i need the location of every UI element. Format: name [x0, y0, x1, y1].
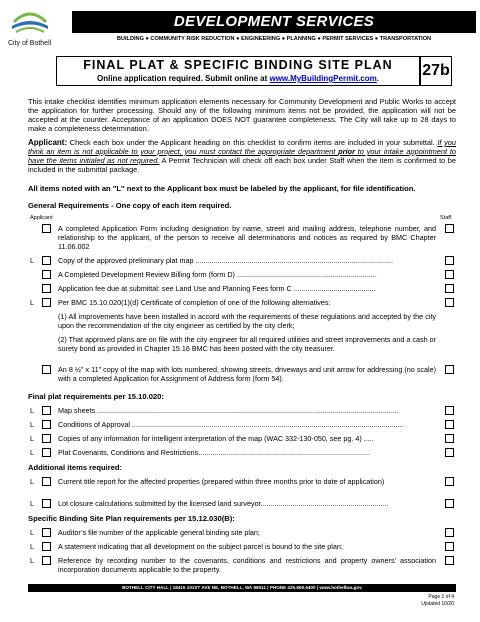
applicant-column-header: Applicant — [30, 215, 53, 221]
applicant-checkbox[interactable] — [42, 270, 51, 279]
form-title: FINAL PLAT & SPECIFIC BINDING SITE PLAN — [83, 58, 393, 72]
form-title-box — [56, 56, 420, 86]
departments-list: BUILDING ● COMMUNITY RISK REDUCTION ● ENGINEERING ● PLANNING ● PERMIT SERVICES ● TRANSPORTATION — [116, 36, 432, 42]
subtitle-suffix: . — [376, 74, 379, 83]
label-required-mark: L — [30, 434, 34, 443]
item-text: A completed Application Form including designation by name, street and mailing address, telephone number, and relationship to the applicant, of the person to receive all determinations and notices as required by BMC Chapter 11.06.002 — [58, 224, 436, 251]
checklist-item — [0, 556, 480, 576]
item-text: Conditions of Approval ........................................................................................................................................ — [58, 420, 404, 429]
label-required-mark: L — [30, 420, 34, 429]
applicant-checkbox[interactable] — [42, 224, 51, 233]
staff-checkbox[interactable] — [445, 542, 454, 551]
label-required-mark: L — [30, 298, 34, 307]
mybuildingpermit-link[interactable]: www.MyBuildingPermit.com — [269, 74, 377, 83]
applicant-checkbox[interactable] — [42, 298, 51, 307]
alternative-2 — [0, 335, 480, 363]
staff-checkbox[interactable] — [445, 434, 454, 443]
updated-date: Updated 10/20 — [421, 601, 454, 607]
checklist-item — [0, 224, 480, 252]
item-text: A Completed Development Review Billing form (form D) ...................................................................... — [58, 270, 377, 279]
applicant-label: Applicant: — [28, 138, 68, 147]
label-required-mark: L — [30, 556, 34, 565]
item-text: Map sheets ....................................................................................................................................................... — [58, 406, 399, 415]
checklist-item — [0, 365, 480, 385]
logo-text: City of Bothell — [8, 40, 52, 47]
applicant-checkbox[interactable] — [42, 528, 51, 537]
applicant-italic-2: to your intake appointment to have the items initialed as not required. — [28, 147, 456, 165]
form-subtitle — [57, 73, 419, 84]
alternative-1 — [0, 312, 480, 332]
checklist-item — [0, 406, 480, 416]
item-text: Current title report for the affected properties (prepared within three months prior to date of application) — [58, 477, 385, 486]
additional-items-heading: Additional items required: — [28, 463, 123, 472]
label-required-mark: L — [30, 528, 34, 537]
general-requirements-heading: General Requirements - One copy of each item required. — [28, 201, 232, 210]
applicant-checkbox[interactable] — [42, 434, 51, 443]
applicant-text-2: A Permit Technician will check off each box under Staff when the item is confirmed to be included in the submittal package. — [28, 156, 456, 174]
page-footer: BOTHELL CITY HALL | 18415 101ST AVE NE, BOTHELL, WA 98011 | PHONE 425.806.6400 | www.bothellwa.gov — [28, 584, 456, 592]
applicant-checkbox[interactable] — [42, 477, 51, 486]
staff-checkbox[interactable] — [445, 406, 454, 415]
applicant-checkbox[interactable] — [42, 256, 51, 265]
staff-checkbox[interactable] — [445, 499, 454, 508]
item-text: A statement indicating that all development on the subject parcel is bound to the site plan; — [58, 542, 343, 551]
applicant-italic-1: If you think an item is not applicable to your project, you must contact the appropriate department — [28, 138, 457, 156]
applicant-instructions — [28, 138, 456, 174]
checklist-item — [0, 542, 480, 552]
applicant-checkbox[interactable] — [42, 284, 51, 293]
alternative-text: (1) All improvements have been installed in accord with the requirements of these regulations and accepted by the city upon the recommendation of the city engineer as certified by the city clerk; — [58, 312, 436, 330]
applicant-checkbox[interactable] — [42, 365, 51, 374]
label-required-mark: L — [30, 256, 34, 265]
org-title: DEVELOPMENT SERVICES — [72, 11, 476, 33]
item-text: An 8 ½" x 11" copy of the map with lots numbered, showing streets, driveways and unit arrow for addressing (no scale) with a completed Application for Assignment of Address form (form 54). — [58, 365, 436, 383]
item-text: Auditor’s file number of the applicable general binding site plan; — [58, 528, 260, 537]
staff-checkbox[interactable] — [445, 477, 454, 486]
bridge-logo-icon — [12, 10, 48, 36]
checklist-item — [0, 528, 480, 538]
checklist-item — [0, 420, 480, 430]
item-text: Application fee due at submittal: see Land Use and Planning Fees form C ......................................... — [58, 284, 376, 293]
city-logo — [8, 10, 54, 54]
item-text: Copy of the approved preliminary plat map ................................................................................................... — [58, 256, 394, 265]
item-text: Plat Covenants, Conditions and Restrictions...................................................................................... — [58, 448, 370, 457]
applicant-italic-prior: prior — [338, 147, 355, 156]
staff-checkbox[interactable] — [445, 270, 454, 279]
l-label-note: All items noted with an "L" next to the Applicant box must be labeled by the applicant, for file identification. — [28, 184, 416, 193]
intro-paragraph: This intake checklist identifies minimum application elements necessary for Community Development and Public Works to accept the application for further processing. Should any of the following minimum items not be provided, the application will not be accepted at the counter. Acceptance of an application DOES NOT guarantee completeness. The City will take up to 28 days to make a completeness determination. — [28, 97, 456, 133]
applicant-checkbox[interactable] — [42, 420, 51, 429]
staff-checkbox[interactable] — [445, 528, 454, 537]
applicant-checkbox[interactable] — [42, 499, 51, 508]
label-required-mark: L — [30, 448, 34, 457]
checklist-item — [0, 448, 480, 458]
checklist-item — [0, 284, 480, 294]
label-required-mark: L — [30, 477, 34, 486]
staff-checkbox[interactable] — [445, 420, 454, 429]
item-text: Reference by recording number to the covenants, conditions and restrictions and property owners’ association incorporation documents applicable to the property. — [58, 556, 436, 574]
label-required-mark: L — [30, 542, 34, 551]
checklist-item — [0, 270, 480, 280]
item-text: Copies of any information for intelligent interpretation of the map (WAC 332-130-050, see pg. 4) ..... — [58, 434, 374, 443]
final-plat-heading: Final plat requirements per 15.10.020: — [28, 392, 164, 401]
checklist-item — [0, 298, 480, 308]
staff-checkbox[interactable] — [445, 224, 454, 233]
subtitle-text: Online application required. Submit online at — [97, 74, 270, 83]
applicant-checkbox[interactable] — [42, 556, 51, 565]
checklist-item — [0, 256, 480, 266]
applicant-checkbox[interactable] — [42, 406, 51, 415]
binding-site-plan-heading: Specific Binding Site Plan requirements per 15.12.030(B): — [28, 514, 235, 523]
staff-checkbox[interactable] — [445, 448, 454, 457]
applicant-checkbox[interactable] — [42, 448, 51, 457]
label-required-mark: L — [30, 499, 34, 508]
staff-checkbox[interactable] — [445, 298, 454, 307]
staff-checkbox[interactable] — [445, 365, 454, 374]
applicant-text-1: Check each box under the Applicant heading on this checklist to confirm items are included in your submittal. — [67, 138, 438, 147]
label-required-mark: L — [30, 406, 34, 415]
staff-checkbox[interactable] — [445, 256, 454, 265]
form-number: 27b — [420, 56, 452, 86]
checklist-item — [0, 477, 480, 497]
applicant-checkbox[interactable] — [42, 542, 51, 551]
checklist-item — [0, 499, 480, 509]
checklist-item — [0, 434, 480, 444]
item-text: Per BMC 15.10.020(1)(d) Certificate of completion of one of the following alternatives: — [58, 298, 331, 307]
staff-column-header: Staff — [440, 215, 452, 221]
staff-checkbox[interactable] — [445, 556, 454, 565]
page-header — [0, 0, 480, 56]
staff-checkbox[interactable] — [445, 284, 454, 293]
item-text: Lot closure calculations submitted by the licensed land surveyor................................................................ — [58, 499, 389, 508]
page-number: Page 1 of 4 — [428, 594, 454, 600]
alternative-text: (2) That approved plans are on file with the city engineer for all required utilities and street improvements and a cash or surety bond as provided in Chapter 15.16 BMC has been posted with the city treasurer. — [58, 335, 436, 353]
